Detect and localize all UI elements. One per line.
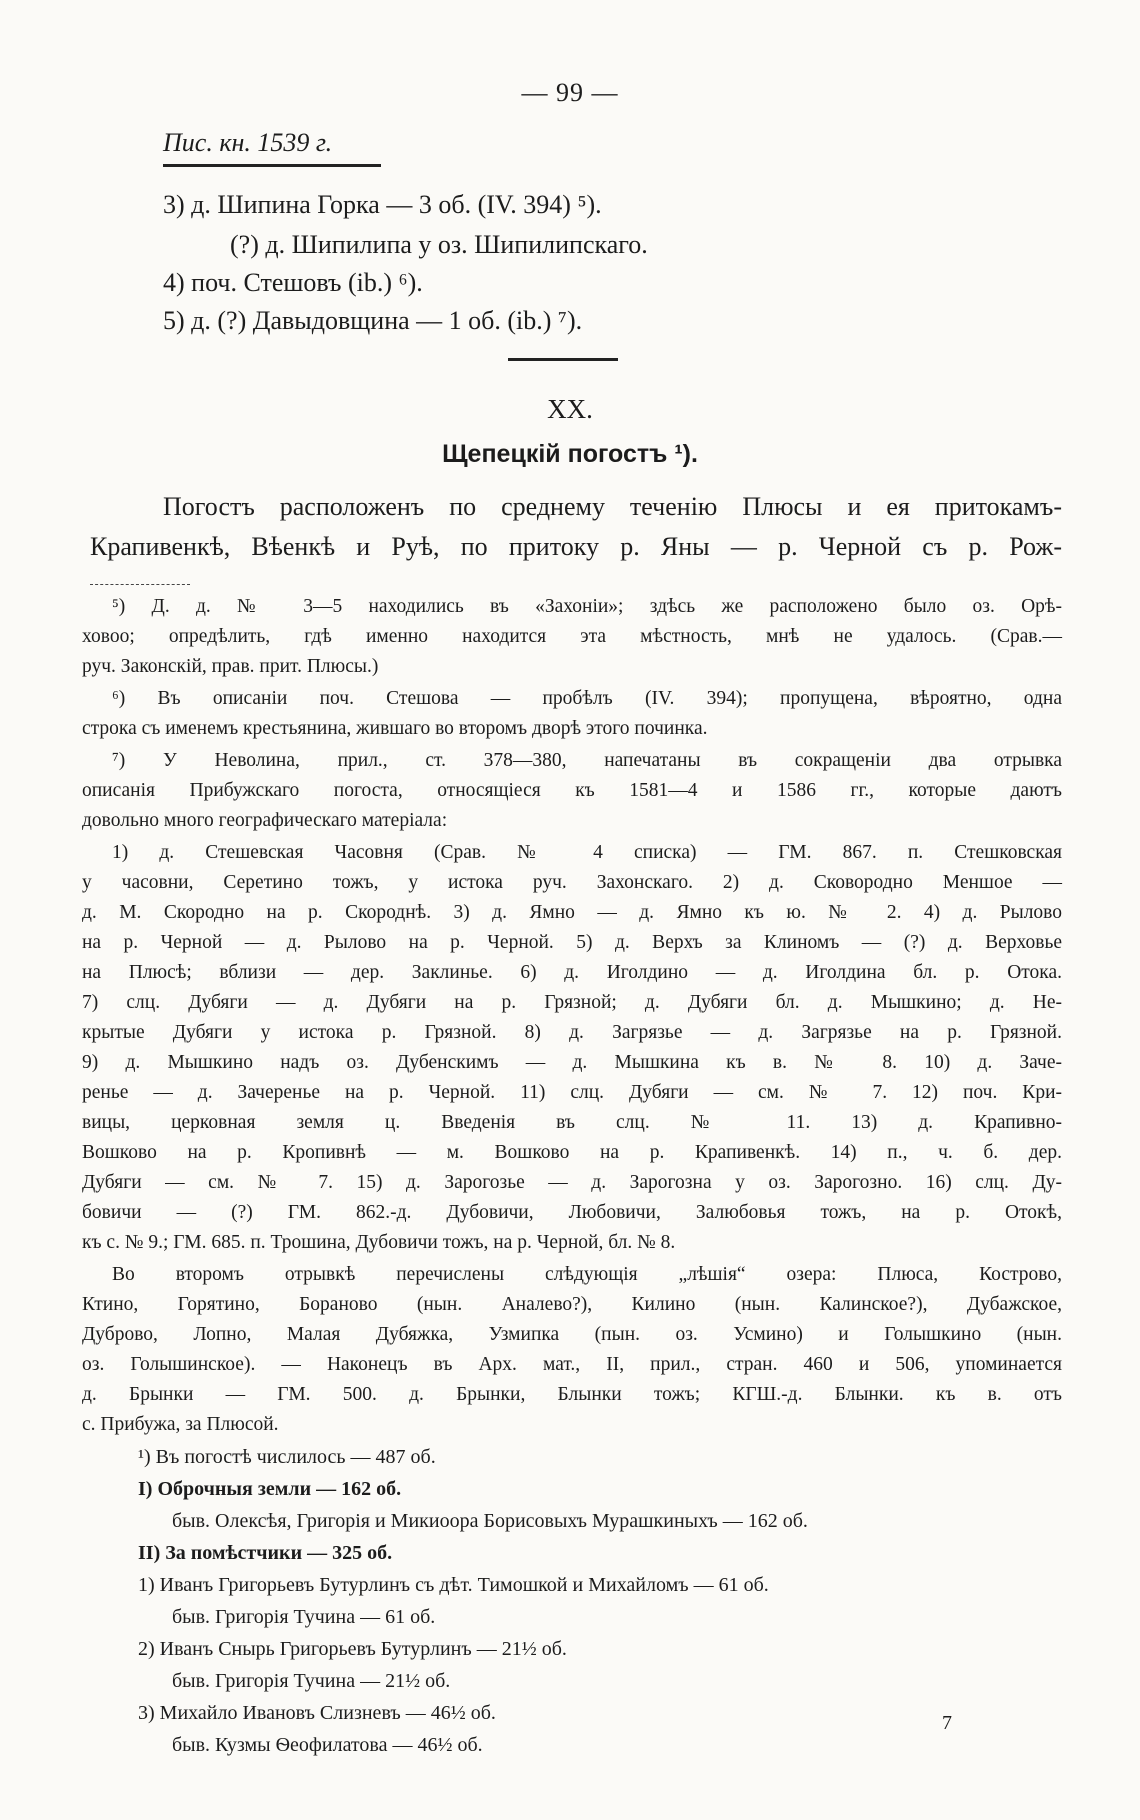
footnote-line: 9) д. Мышкино надъ оз. Дубенскимъ — д. Мышкина къ в. № 8. 10) д. Заче- [82, 1052, 1062, 1073]
section-separator [508, 358, 618, 361]
footnote-line: 7) слц. Дубяги — д. Дубяги на р. Грязной; д. Дубяги бл. д. Мышкино; д. Не- [82, 992, 1062, 1013]
body-line: Крапивенкѣ, Вѣенкѣ и Руѣ, по притоку р. Яны — р. Черной съ р. Рож- [90, 532, 1062, 561]
footnote-line: Дубяги — см. № 7. 15) д. Зарогозье — д. Зарогозна у оз. Зарогозно. 16) слц. Ду- [82, 1172, 1062, 1193]
footnote-line: Во второмъ отрывкѣ перечислены слѣдующія „лѣшія“ озера: Плюса, Кострово, [112, 1264, 1062, 1285]
footnote-line: крытые Дубяги у истока р. Грязной. 8) д. Загрязье — д. Загрязье на р. Грязной. [82, 1022, 1062, 1043]
footnote-line: описанія Прибужскаго погоста, относящіеся къ 1581—4 и 1586 гг., которые даютъ [82, 780, 1062, 801]
list-item: 3) д. Шипина Горка — 3 об. (IV. 394) ⁵). [163, 190, 602, 219]
footnote-line: строка съ именемъ крестьянина, жившаго во второмъ дворѣ этого починка. [82, 718, 708, 739]
source-heading: Пис. кн. 1539 г. [163, 128, 333, 157]
footnote-line: быв. Олексѣя, Григорія и Микиоора Борисовыхъ Мурашкиныхъ — 162 об. [172, 1510, 808, 1532]
footnote-line: ⁶) Въ описаніи поч. Стешова — пробѣлъ (IV. 394); пропущена, вѣроятно, одна [112, 688, 1062, 709]
footnote-line: къ с. № 9.; ГМ. 685. п. Трошина, Дубовичи тожъ, на р. Черной, бл. № 8. [82, 1232, 676, 1253]
footnote-line: д. М. Скородно на р. Скороднѣ. 3) д. Ямно — д. Ямно къ ю. № 2. 4) д. Рылово [82, 902, 1062, 923]
list-item: 5) д. (?) Давыдовщина — 1 об. (ib.) ⁷). [163, 306, 583, 335]
section-title: Щепецкій погостъ ¹). [442, 440, 698, 468]
footnote-rule [90, 584, 190, 585]
footnote-line: вицы, церковная земля ц. Введенія въ слц. № 11. 13) д. Крапивно- [82, 1112, 1062, 1133]
footnote-line: 1) д. Стешевская Часовня (Срав. № 4 списка) — ГМ. 867. п. Стешковская [112, 842, 1062, 863]
footnote-line: 1) Иванъ Григорьевъ Бутурлинъ съ дѣт. Тимошкой и Михайломъ — 61 об. [138, 1574, 769, 1596]
footnote-line: Вошково на р. Кропивнѣ — м. Вошково на р. Крапивенкѣ. 14) п., ч. б. дер. [82, 1142, 1062, 1163]
footnote-line: 3) Михайло Ивановъ Слизневъ — 46½ об. [138, 1702, 496, 1724]
list-item: 4) поч. Стешовъ (ib.) ⁶). [163, 268, 423, 297]
footnote-line: с. Прибужа, за Плюсой. [82, 1414, 279, 1435]
footnote-line: Ктино, Горятино, Бораново (нын. Аналево?), Килино (нын. Калинское?), Дубажское, [82, 1294, 1062, 1315]
footnote-line: ⁵) Д. д. № 3—5 находились въ «Захоніи»; здѣсь же расположено было оз. Орѣ- [112, 596, 1062, 617]
footnote-line: на р. Черной — д. Рылово на р. Черной. 5) д. Верхъ за Клиномъ — (?) д. Верховье [82, 932, 1062, 953]
footnote-line: руч. Законскій, прав. прит. Плюсы.) [82, 656, 379, 677]
footnote-line: ⁷) У Неволина, прил., ст. 378—380, напечатаны въ сокращеніи два отрывка [112, 750, 1062, 771]
body-line: Погостъ расположенъ по среднему теченію Плюсы и ея притокамъ- [163, 492, 1062, 521]
footnote-line: быв. Кузмы Ѳеофилатова — 46½ об. [172, 1734, 483, 1756]
footnote-line: I) Оброчныя земли — 162 об. [138, 1478, 402, 1500]
footnote-line: у часовни, Серетино тожъ, у истока руч. Захонскаго. 2) д. Сковородно Меншое — [82, 872, 1062, 893]
footnote-line: быв. Григорія Тучина — 61 об. [172, 1606, 436, 1628]
page-number: — 99 — [521, 78, 619, 107]
footnote-line: ¹) Въ погостѣ числилось — 487 об. [138, 1446, 436, 1468]
footnote-line: Дуброво, Лопно, Малая Дубяжка, Узмипка (пын. оз. Усмино) и Голышкино (нын. [82, 1324, 1062, 1345]
footnote-line: быв. Григорія Тучина — 21½ об. [172, 1670, 451, 1692]
footnote-line: II) За помѣстчики — 325 об. [138, 1542, 393, 1564]
footnote-line: ренье — д. Зачеренье на р. Черной. 11) слц. Дубяги — см. № 7. 12) поч. Кри- [82, 1082, 1062, 1103]
footnote-line: довольно много географическаго матеріала: [82, 810, 448, 831]
source-underline [163, 164, 381, 167]
footnote-line: д. Брынки — ГМ. 500. д. Брынки, Блынки тожъ; КГШ.-д. Блынки. къ в. отъ [82, 1384, 1062, 1405]
section-number: XX. [547, 394, 593, 424]
footnote-line: оз. Голышинское). — Наконецъ въ Арх. мат., II, прил., стран. 460 и 506, упоминается [82, 1354, 1062, 1375]
footnote-line: на Плюсѣ; вблизи — дер. Заклинье. 6) д. Иголдино — д. Иголдина бл. р. Отока. [82, 962, 1062, 983]
list-item: (?) д. Шипилипа у оз. Шипилипскаго. [230, 230, 648, 259]
signature-mark: 7 [942, 1712, 952, 1734]
footnote-line: 2) Иванъ Снырь Григорьевъ Бутурлинъ — 21½ об. [138, 1638, 567, 1660]
footnote-line: бовичи — (?) ГМ. 862.-д. Дубовичи, Любовичи, Залюбовья тожъ, на р. Отокѣ, [82, 1202, 1062, 1223]
footnote-line: ховоо; опредѣлить, гдѣ именно находится эта мѣстность, мнѣ не удалось. (Срав.— [82, 626, 1062, 647]
